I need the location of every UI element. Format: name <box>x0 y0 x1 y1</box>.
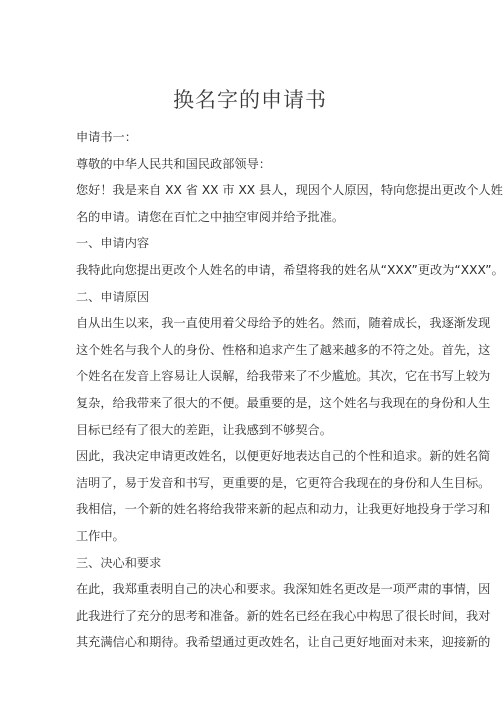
body-line: 目标已经有了很大的差距，让我感到不够契合。 <box>76 422 332 437</box>
body-line: 因此，我决定申请更改姓名，以便更好地表达自己的个性和追求。新的姓名简 <box>76 449 491 464</box>
body-line: 此我进行了充分的思考和准备。新的姓名已经在我心中构思了很长时间，我对 <box>76 608 491 623</box>
body-line: 个姓名在发音上容易让人误解，给我带来了不少尴尬。其次，它在书写上较为 <box>76 369 491 384</box>
body-line: 尊敬的中华人民共和国民政部领导： <box>76 156 271 171</box>
document-body <box>76 124 504 656</box>
section-heading: 三、决心和要求 <box>76 555 162 570</box>
body-line: 其充满信心和期待。我希望通过更改姓名，让自己更好地面对未来，迎接新的 <box>76 635 491 650</box>
body-line: 复杂，给我带来了很大的不便。最重要的是，这个姓名与我现在的身份和人生 <box>76 395 491 410</box>
body-line: 在此，我郑重表明自己的决心和要求。我深知姓名更改是一项严肃的事情，因 <box>76 582 491 597</box>
section-heading: 一、申请内容 <box>76 236 150 251</box>
document-title: 换名字的申请书 <box>173 88 327 112</box>
body-line: 洁明了，易于发音和书写，更重要的是，它更符合我现在的身份和人生目标。 <box>76 475 491 490</box>
body-line: 我特此向您提出更改个人姓名的申请，希望将我的姓名从“XXX”更改为“XXX”。 <box>76 262 504 277</box>
body-line: 工作中。 <box>76 528 125 543</box>
body-line: 这个姓名与我个人的身份、性格和追求产生了越来越多的不符之处。首先，这 <box>76 342 491 357</box>
body-line: 申请书一： <box>76 130 137 144</box>
body-line: 自从出生以来，我一直使用着父母给予的姓名。然而，随着成长，我逐渐发现 <box>76 316 491 331</box>
section-heading: 二、申请原因 <box>76 289 150 304</box>
body-line: 我相信，一个新的姓名将给我带来新的起点和动力，让我更好地投身于学习和 <box>76 502 491 517</box>
body-line: 名的申请。请您在百忙之中抽空审阅并给予批准。 <box>76 209 345 224</box>
body-line: 您好！我是来自 XX 省 XX 市 XX 县人，现因个人原因，特向您提出更改个人姓 <box>76 183 503 198</box>
